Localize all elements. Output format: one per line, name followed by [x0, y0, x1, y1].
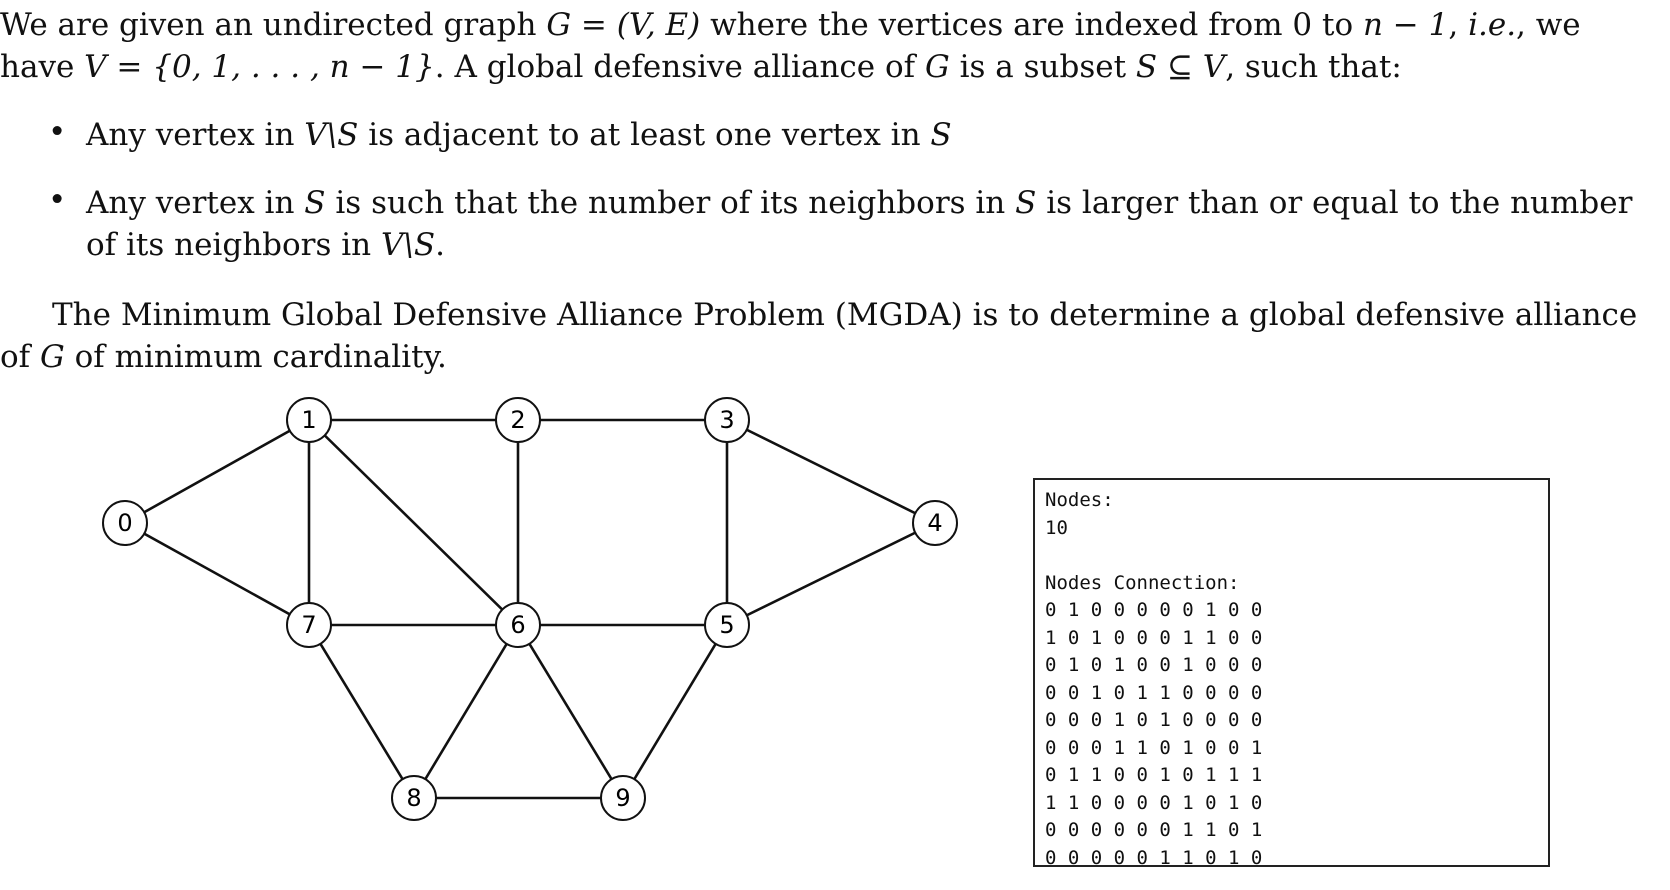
math-s: S: [930, 117, 952, 153]
intro-text: , such that:: [1225, 49, 1402, 85]
graph-edge: [727, 420, 935, 523]
graph-node: [392, 776, 436, 820]
math-n-minus-1: n − 1: [1362, 7, 1449, 43]
problem-paragraph: [0, 294, 1660, 378]
graph-node: [705, 603, 749, 647]
connection-label: Nodes Connection:: [1045, 571, 1240, 594]
adjacency-panel: [1033, 478, 1550, 867]
matrix-row: 0 1 0 1 0 0 1 0 0 0: [1045, 654, 1263, 676]
matrix-row: 0 0 1 0 1 1 0 0 0 0: [1045, 681, 1263, 704]
matrix-row: 0 1 1 0 0 1 0 1 1 1: [1045, 764, 1263, 786]
intro-paragraph: [0, 4, 1660, 88]
graph-edge: [518, 625, 623, 798]
nodes-label: Nodes:: [1045, 489, 1114, 511]
matrix-row: 0 0 0 0 0 1 1 0 1 0: [1045, 846, 1263, 869]
bullet-text: is larger than or equal to the number of its neighbors in: [86, 185, 1633, 263]
graph-node: [103, 501, 147, 545]
nodes-count: 10: [1045, 516, 1068, 539]
math-v-minus-s: V\S: [380, 227, 436, 263]
node-label: 7: [301, 611, 317, 639]
problem-text: of minimum cardinality.: [64, 339, 447, 375]
node-label: 6: [510, 611, 526, 639]
node-label: 8: [406, 784, 422, 812]
problem-text: The Minimum Global Defensive Alliance Problem (MGDA) is to determine a global defensive alliance of: [0, 297, 1638, 375]
node-label: 1: [301, 406, 317, 434]
adjacency-matrix: [1045, 597, 1538, 872]
bullet-item-1: [86, 114, 1661, 156]
bullet-marker: •: [48, 182, 67, 218]
graph-node: [287, 603, 331, 647]
graph-node: [287, 398, 331, 442]
node-label: 3: [719, 406, 735, 434]
spacer: [1045, 542, 1538, 570]
math-subset: S ⊆ V: [1135, 49, 1226, 85]
graph-edge: [727, 523, 935, 625]
bullet-text: Any vertex in: [86, 117, 305, 153]
graph-node: [705, 398, 749, 442]
math-g: G: [40, 339, 65, 375]
matrix-row: 1 1 0 0 0 0 1 0 1 0: [1045, 791, 1263, 814]
graph-edge: [125, 420, 309, 523]
graph-node: [496, 398, 540, 442]
math-s: S: [304, 185, 326, 221]
graph-edge: [309, 420, 518, 625]
graph-diagram: [0, 395, 960, 885]
graph-edge: [125, 523, 309, 625]
bullet-text: .: [435, 227, 445, 263]
graph-node: [496, 603, 540, 647]
math-s: S: [1015, 185, 1037, 221]
bullet-text: Any vertex in: [86, 185, 305, 221]
graph-edge: [414, 625, 518, 798]
intro-text: ,: [1448, 7, 1469, 43]
bullet-text: is adjacent to at least one vertex in: [358, 117, 931, 153]
node-label: 0: [117, 509, 133, 537]
math-v-minus-s: V\S: [304, 117, 359, 153]
math-vertex-set: V = {0, 1, . . . , n − 1}: [84, 49, 435, 85]
matrix-row: 0 1 0 0 0 0 0 1 0 0: [1045, 599, 1263, 621]
node-label: 5: [719, 611, 735, 639]
bullet-marker: •: [48, 114, 67, 150]
node-label: 2: [510, 406, 526, 434]
graph-node: [913, 501, 957, 545]
intro-text: We are given an undirected graph: [0, 7, 547, 43]
node-label: 9: [615, 784, 631, 812]
math-graph-def: G = (V, E): [546, 7, 701, 43]
intro-text: , we have: [0, 7, 1581, 85]
bullet-text: is such that the number of its neighbors in: [325, 185, 1016, 221]
matrix-row: 1 0 1 0 0 0 1 1 0 0: [1045, 626, 1263, 649]
math-g: G: [924, 49, 950, 85]
bullet-item-2: [86, 182, 1661, 266]
intro-text: where the vertices are indexed from 0 to: [700, 7, 1363, 43]
intro-text: . A global defensive alliance of: [434, 49, 925, 85]
graph-node: [601, 776, 645, 820]
node-label: 4: [927, 509, 943, 537]
matrix-row: 0 0 0 0 0 0 1 1 0 1: [1045, 819, 1263, 841]
matrix-row: 0 0 0 1 0 1 0 0 0 0: [1045, 709, 1263, 731]
ie-text: i.e.: [1468, 7, 1517, 43]
graph-edge: [623, 625, 727, 798]
graph-edge: [309, 625, 414, 798]
intro-text: is a subset: [949, 49, 1136, 85]
matrix-row: 0 0 0 1 1 0 1 0 0 1: [1045, 736, 1263, 759]
graph-nodes: [103, 398, 957, 820]
